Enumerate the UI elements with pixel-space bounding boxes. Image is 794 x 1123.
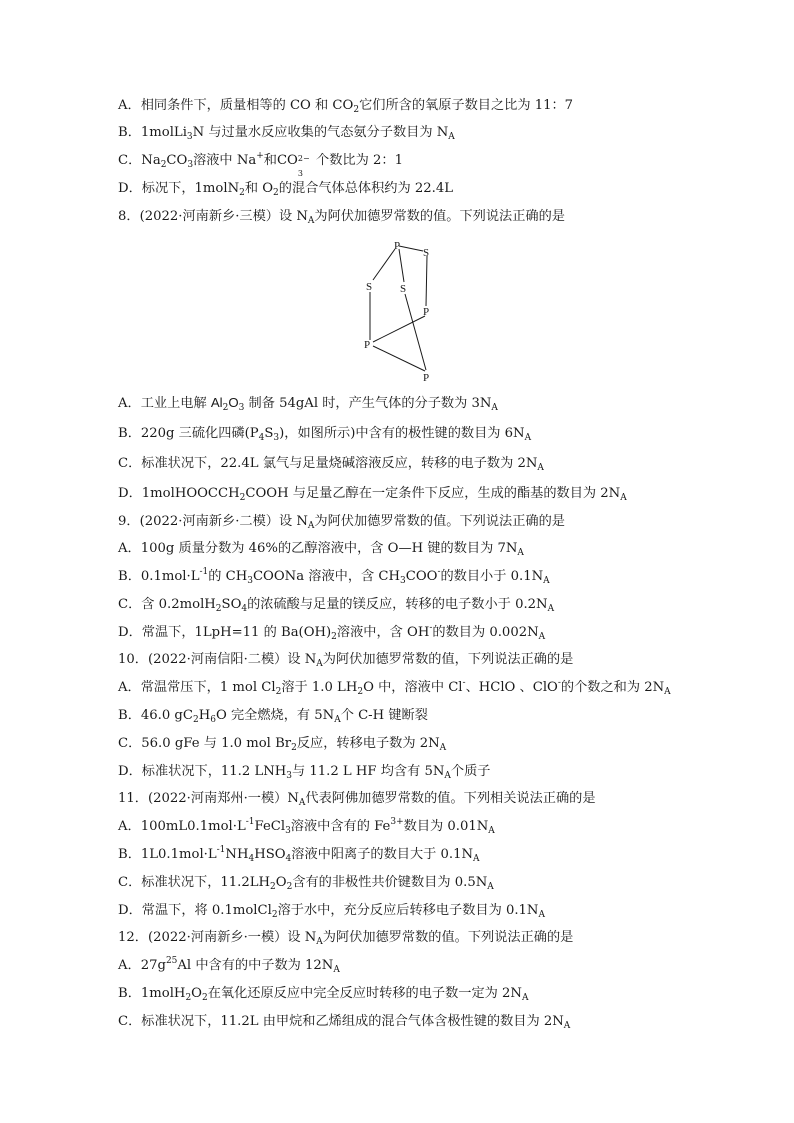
q9-option-c: C．含 $0.2molH_2SO_4$的浓硫酸与足量的镁反应，转移的电子数小于 $0.2N_A$ <box>118 597 555 614</box>
q11-option-c: C．标准状况下，$11.2LH_2O_2$含有的非极性共价键数目为 $0.5N_A$ <box>118 875 494 892</box>
atom-label-s-left: S <box>366 281 373 293</box>
q9-option-b: B．$0.1mol\cdot L^{-1}$的 $CH_3COONa$ 溶液中，含 $CH_3COO^-$的数目小于 $0.1N_A$ <box>118 567 550 586</box>
q11-option-b: B．$1L0.1mol\cdot L^{-1}NH_4HSO_4$溶液中阳离子的数目大于 $0.1N_A$ <box>118 845 480 864</box>
q12-stem: 12．(2022·河南新乡·一模）设 $N_A$为阿伏加德罗常数的值。下列说法正确的是 <box>118 930 574 947</box>
q9-stem: 9．(2022·河南新乡·二模）设 $N_A$为阿伏加德罗常数的值。下列说法正确的是 <box>118 514 565 531</box>
q10-option-c: C．56.0 gFe 与 1.0 mol $Br_2$反应，转移电子数为 $2N_A$ <box>118 736 447 753</box>
atom-label-p-left: P <box>364 339 371 351</box>
atom-label-s-top: S <box>423 247 430 259</box>
p4s3-structure-diagram <box>355 232 445 384</box>
q10-option-a: A．常温常压下，1 mol $Cl_2$溶于 1.0 $LH_2O$ 中，溶液中 Cl-、HClO 、ClO-的个数之和为 $2N_A$ <box>118 678 671 697</box>
atom-label-p-bottom: P <box>423 372 430 384</box>
q8-option-a: A．工业上电解 $Al_2O_3$ 制备 54gAl 时，产生气体的分子数为 $3N_A$ <box>118 395 498 413</box>
q12-option-a: A．$27g^{25}Al$ 中含有的中子数为 $12N_A$ <box>118 956 340 975</box>
q11-option-a: A．$100mL0.1mol\cdot L^{-1}FeCl_3$溶液中含有的 $Fe^{3+}$数目为 $0.01N_A$ <box>118 817 495 836</box>
q7-option-c: C．$Na_2CO_3$溶液中 Na+和CO 2− 3 个数比为 2：1 <box>118 151 403 178</box>
q10-option-d: D．标准状况下，11.2 $LNH_3$与 11.2 L HF 均含有 $5N_A$个质子 <box>118 764 491 781</box>
atom-label-s-mid: S <box>400 283 407 295</box>
q12-option-b: B．$1molH_2O_2$在氧化还原反应中完全反应时转移的电子数一定为 $2N_A$ <box>118 986 529 1003</box>
bond-lines <box>370 246 430 371</box>
q8-option-d: D．1molHOOCCH$_2$COOH 与足量乙醇在一定条件下反应，生成的酯基的数目为 $2N_A$ <box>118 486 627 503</box>
q11-stem: 11．(2022·河南郑州·一模）$N_A$代表阿佛加德罗常数的值。下列相关说法正确的是 <box>118 791 596 808</box>
q12-option-c: C．标准状况下，11.2L 由甲烷和乙烯组成的混合气体含极性键的数目为 $2N_A$ <box>118 1014 571 1031</box>
q9-option-d: D．常温下，1LpH=11 的 $Ba(OH)_2$溶液中，含 OH-的数目为 $0.002N_A$ <box>118 623 546 642</box>
q8-option-c: C．标准状况下，22.4L 氯气与足量烧碱溶液反应，转移的电子数为 $2N_A$ <box>118 456 544 473</box>
q10-stem: 10．(2022·河南信阳·二模）设 $N_A$为阿伏加德罗常数的值，下列说法正确的是 <box>118 652 574 669</box>
q8-option-b: B．220g 三硫化四磷$(P_4S_3)$，如图所示)中含有的极性键的数目为 $6N_A$ <box>118 426 532 443</box>
q11-option-d: D．常温下，将 0.1molCl$_2$溶于水中，充分反应后转移电子数目为 $0.1N_A$ <box>118 903 545 920</box>
q9-option-a: A．100g 质量分数为 46%的乙醇溶液中，含 O—H 键的数目为 $7N_A$ <box>118 541 524 558</box>
q7-option-d: D．标况下，1molN$_2$和 $O_2$的混合气体总体积约为 22.4L <box>118 181 453 198</box>
q7-option-a: A．相同条件下，质量相等的 CO 和 $CO_2$它们所含的氧原子数目之比为 11：7 <box>118 98 574 115</box>
q8-stem: 8．(2022·河南新乡·三模）设 $N_A$为阿伏加德罗常数的值。下列说法正确的是 <box>118 209 565 226</box>
q7-option-b: B．1molLi$_3$N 与过量水反应收集的气态氨分子数目为 $N_A$ <box>118 125 455 142</box>
q10-option-b: B．46.0 $gC_2H_6O$ 完全燃烧，有 $5N_A$个 C-H 键断裂 <box>118 708 428 725</box>
atom-label-p-right: P <box>423 306 430 318</box>
atom-label-p-top: P <box>394 240 401 252</box>
